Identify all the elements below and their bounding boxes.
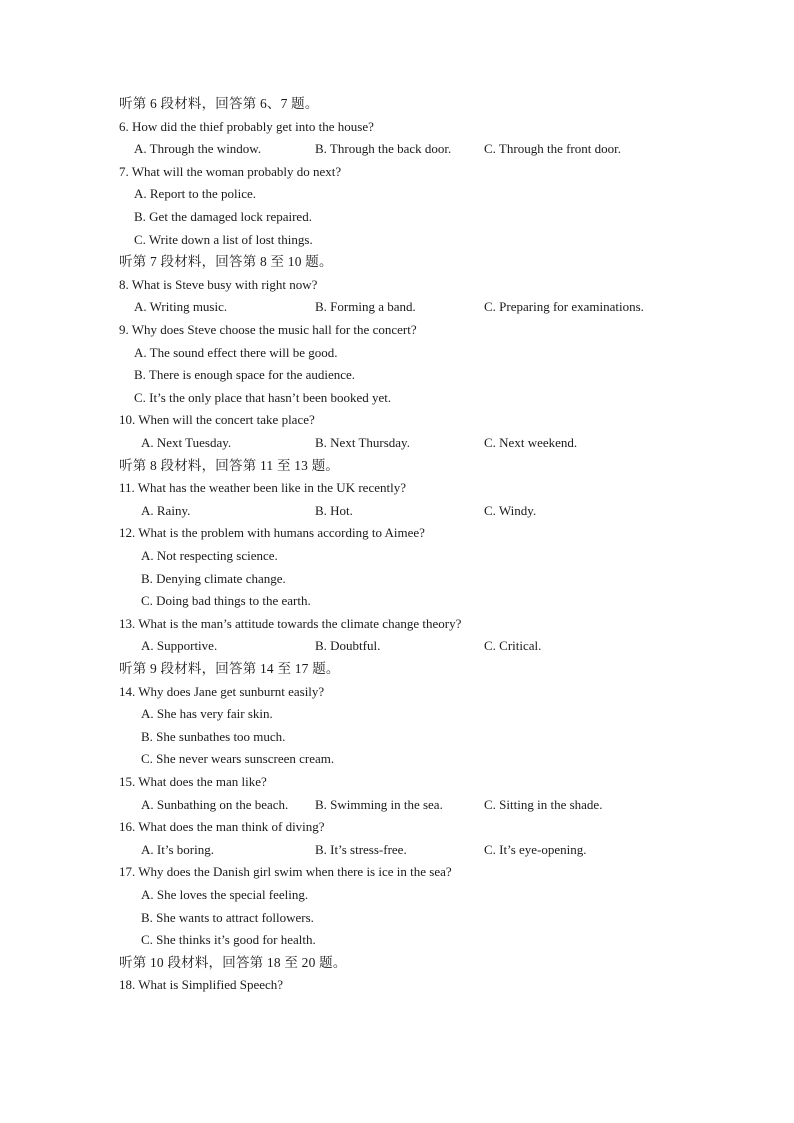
options-row (0, 794, 794, 816)
answer-option: C. It’s eye-opening. (484, 842, 587, 857)
answer-option: C. Next weekend. (484, 435, 578, 450)
question-text: 11. What has the weather been like in the UK recently? (119, 480, 406, 495)
options-row (0, 296, 794, 318)
answer-option: C. Sitting in the shade. (484, 797, 603, 812)
question-text: 6. How did the thief probably get into the house? (119, 119, 374, 134)
answer-option: B. She wants to attract followers. (141, 910, 314, 925)
answer-option: B. Next Thursday. (315, 435, 410, 450)
answer-option: A. Writing music. (134, 299, 228, 314)
answer-option: C. She never wears sunscreen cream. (141, 751, 335, 766)
answer-option: B. Forming a band. (315, 299, 416, 314)
section-heading: 听第 8 段材料，回答第 11 至 13 题。 (119, 458, 340, 473)
options-row (0, 839, 794, 861)
answer-option: A. Through the window. (134, 141, 262, 156)
question-text: 8. What is Steve busy with right now? (119, 277, 318, 292)
answer-option: B. There is enough space for the audience. (134, 367, 356, 382)
question-text: 7. What will the woman probably do next? (119, 164, 342, 179)
question-text: 13. What is the man’s attitude towards the climate change theory? (119, 616, 462, 631)
answer-option: A. She has very fair skin. (141, 706, 273, 721)
answer-option: C. Preparing for examinations. (484, 299, 644, 314)
answer-option: B. Get the damaged lock repaired. (134, 209, 312, 224)
answer-option: A. It’s boring. (141, 842, 214, 857)
answer-option: C. Through the front door. (484, 141, 621, 156)
answer-option: C. It’s the only place that hasn’t been booked yet. (134, 390, 392, 405)
answer-option: C. She thinks it’s good for health. (141, 932, 316, 947)
answer-option: B. Through the back door. (315, 141, 452, 156)
answer-option: C. Critical. (484, 638, 542, 653)
question-text: 9. Why does Steve choose the music hall for the concert? (119, 322, 417, 337)
answer-option: A. Report to the police. (134, 186, 257, 201)
question-text: 14. Why does Jane get sunburnt easily? (119, 684, 325, 699)
answer-option: A. Not respecting science. (141, 548, 278, 563)
options-row (0, 138, 794, 160)
question-text: 15. What does the man like? (119, 774, 267, 789)
question-text: 10. When will the concert take place? (119, 412, 315, 427)
answer-option: A. She loves the special feeling. (141, 887, 309, 902)
section-heading: 听第 6 段材料，回答第 6、7 题。 (119, 96, 319, 111)
answer-option: B. It’s stress-free. (315, 842, 407, 857)
answer-option: A. Next Tuesday. (141, 435, 232, 450)
answer-option: B. Doubtful. (315, 638, 381, 653)
answer-option: C. Write down a list of lost things. (134, 232, 313, 247)
options-row (0, 635, 794, 657)
answer-option: A. Supportive. (141, 638, 218, 653)
section-heading: 听第 10 段材料，回答第 18 至 20 题。 (119, 955, 347, 970)
section-heading: 听第 9 段材料，回答第 14 至 17 题。 (119, 661, 340, 676)
question-text: 16. What does the man think of diving? (119, 819, 325, 834)
answer-option: B. Hot. (315, 503, 353, 518)
options-row (0, 500, 794, 522)
answer-option: C. Doing bad things to the earth. (141, 593, 311, 608)
answer-option: B. Swimming in the sea. (315, 797, 443, 812)
options-row (0, 432, 794, 454)
question-text: 18. What is Simplified Speech? (119, 977, 284, 992)
answer-option: A. Sunbathing on the beach. (141, 797, 289, 812)
section-heading: 听第 7 段材料，回答第 8 至 10 题。 (119, 254, 333, 269)
question-text: 12. What is the problem with humans according to Aimee? (119, 525, 425, 540)
answer-option: C. Windy. (484, 503, 537, 518)
answer-option: B. Denying climate change. (141, 571, 286, 586)
answer-option: A. Rainy. (141, 503, 191, 518)
answer-option: A. The sound effect there will be good. (134, 345, 338, 360)
answer-option: B. She sunbathes too much. (141, 729, 286, 744)
question-text: 17. Why does the Danish girl swim when there is ice in the sea? (119, 864, 452, 879)
